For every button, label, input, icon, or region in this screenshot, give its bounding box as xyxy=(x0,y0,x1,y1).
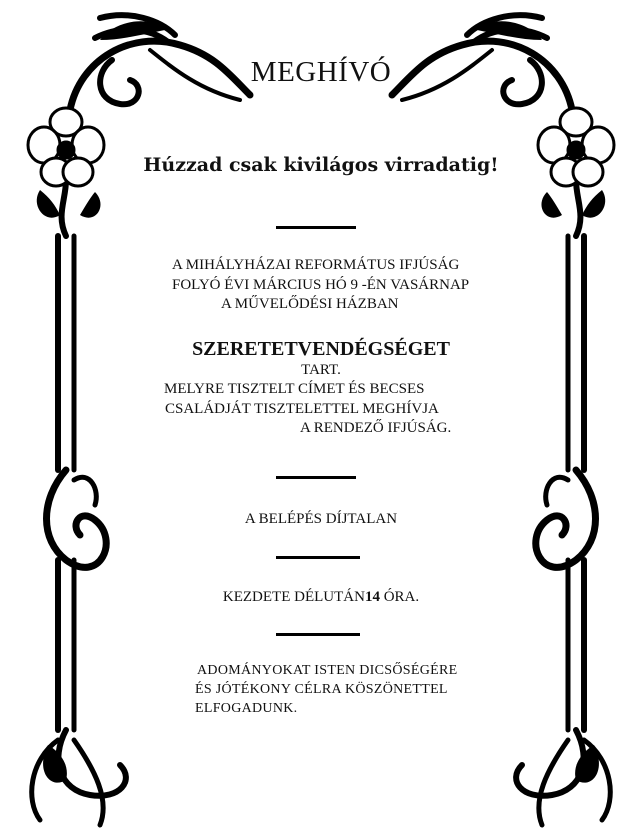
invite-line-1: MELYRE TISZTELT CÍMET ÉS BECSES xyxy=(164,381,425,397)
invitation-motto: Húzzad csak kivilágos virradatig! xyxy=(143,154,499,176)
left-base-leaf xyxy=(43,745,67,783)
start-line xyxy=(0,589,642,606)
event-name: SZERETETVENDÉGSÉGET xyxy=(192,338,450,360)
intro-line-2: FOLYÓ ÉVI MÁRCIUS HÓ 9 -ÉN VASÁRNAP xyxy=(172,277,470,293)
donation-line-1: ADOMÁNYOKAT ISTEN DICSŐSÉGÉRE xyxy=(197,663,458,678)
start-suffix: ÓRA. xyxy=(379,589,420,605)
intro-line-3: A MŰVELŐDÉSI HÁZBAN xyxy=(221,296,399,312)
donation-line-2: ÉS JÓTÉKONY CÉLRA KÖSZÖNETTEL xyxy=(195,682,448,697)
start-prefix: KEZDETE DÉLUTÁN xyxy=(222,589,365,605)
left-flower-stem xyxy=(62,180,66,236)
left-leaf-cluster xyxy=(37,190,101,218)
divider-3 xyxy=(276,556,360,559)
start-hour: 14 xyxy=(364,589,380,605)
divider-1 xyxy=(276,226,356,229)
invite-line-3: A RENDEZŐ IFJÚSÁG. xyxy=(300,420,452,436)
right-flower-stem xyxy=(576,180,580,236)
donation-line-3: ELFOGADUNK. xyxy=(195,701,298,716)
invitation-title: MEGHÍVÓ xyxy=(250,56,392,88)
right-leaf-cluster xyxy=(541,190,605,218)
bottom-left-scroll xyxy=(58,730,125,796)
entry-line: A BELÉPÉS DÍJTALAN xyxy=(244,511,398,527)
right-base-leaf xyxy=(575,745,599,783)
divider-2 xyxy=(276,476,356,479)
left-middle-leaf xyxy=(74,477,96,505)
invite-line-2: CSALÁDJÁT TISZTELETTEL MEGHÍVJA xyxy=(165,401,439,417)
tart-line: TART. xyxy=(301,362,341,378)
right-middle-leaf xyxy=(546,477,568,505)
bottom-right-scroll xyxy=(516,730,583,796)
divider-4 xyxy=(276,633,360,636)
intro-line-1: A MIHÁLYHÁZAI REFORMÁTUS IFJÚSÁG xyxy=(172,257,460,273)
